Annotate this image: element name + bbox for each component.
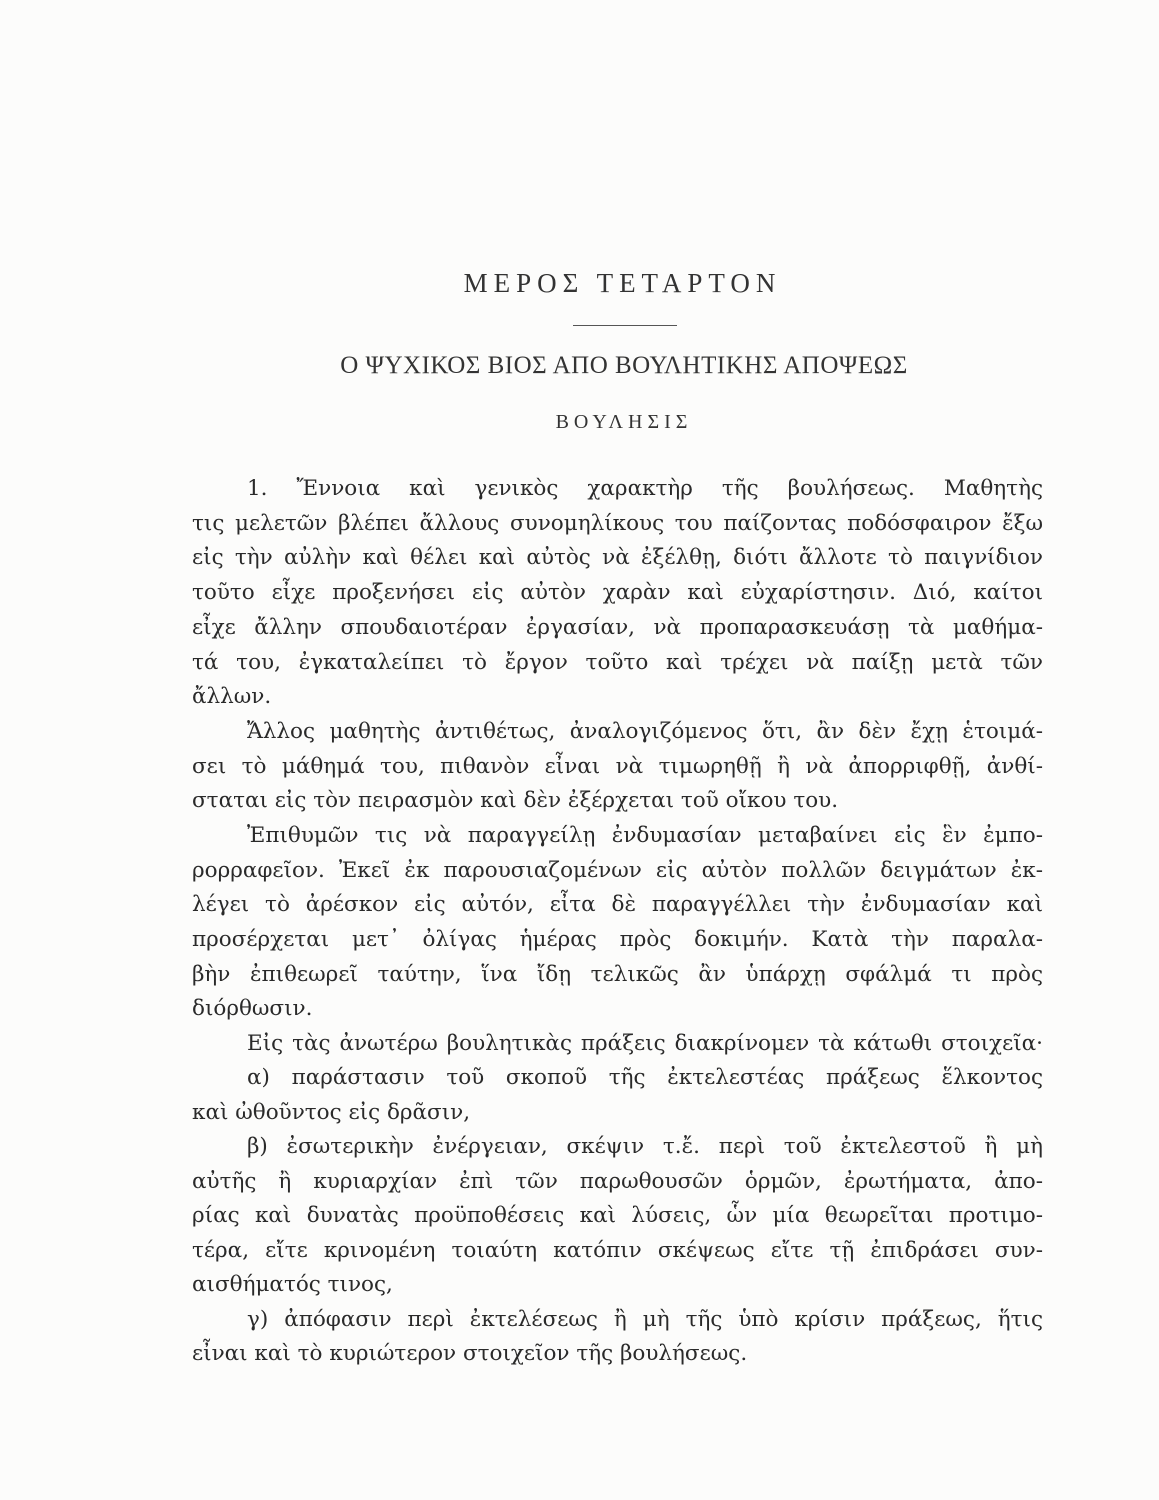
text-line: 1. Ἔννοια καὶ γενικὸς χαρακτὴρ τῆς βουλήσεως. Μαθητὴς	[247, 476, 1043, 501]
text-line: α) παράστασιν τοῦ σκοποῦ τῆς ἐκτελεστέας πράξεως ἕλκοντος	[247, 1065, 1043, 1090]
text-line: σει τὸ μάθημά του, πιθανὸν εἶναι νὰ τιμωρηθῇ ἢ νὰ ἀπορριφθῇ, ἀνθί-	[192, 754, 1043, 779]
text-line: τις μελετῶν βλέπει ἄλλους συνομηλίκους του παίζοντας ποδόσφαιρον ἔξω	[192, 511, 1043, 536]
text-line: Εἰς τὰς ἀνωτέρω βουλητικὰς πράξεις διακρίνομεν τὰ κάτωθι στοιχεῖα·	[247, 1031, 1043, 1056]
text-line: ἄλλων.	[192, 684, 272, 709]
main-title: Ο ΨΥΧΙΚΟΣ ΒΙΟΣ ΑΠΟ ΒΟΥΛΗΤΙΚΗΣ ΑΠΟΨΕΩΣ	[340, 352, 908, 379]
text-line: εἰς τὴν αὐλὴν καὶ θέλει καὶ αὐτὸς νὰ ἐξέλθῃ, διότι ἄλλοτε τὸ παιγνίδιον	[192, 545, 1043, 570]
text-line: αὐτῆς ἢ κυριαρχίαν ἐπὶ τῶν παρωθουσῶν ὁρμῶν, ἐρωτήματα, ἀπο-	[192, 1169, 1043, 1194]
text-line: τοῦτο εἶχε προξενήσει εἰς αὐτὸν χαρὰν καὶ εὐχαρίστησιν. Διό, καίτοι	[192, 580, 1043, 605]
text-line: βὴν ἐπιθεωρεῖ ταύτην, ἵνα ἴδῃ τελικῶς ἂν ὑπάρχῃ σφάλμά τι πρὸς	[192, 962, 1043, 987]
title-divider	[573, 325, 677, 326]
text-line: β) ἐσωτερικὴν ἐνέργειαν, σκέψιν τ.ἔ. περὶ τοῦ ἐκτελεστοῦ ἢ μὴ	[247, 1134, 1043, 1159]
text-line: τέρα, εἴτε κρινομένη τοιαύτη κατόπιν σκέψεως εἴτε τῇ ἐπιδράσει συν-	[192, 1238, 1043, 1263]
text-line: ρορραφεῖον. Ἐκεῖ ἐκ παρουσιαζομένων εἰς αὐτὸν πολλῶν δειγμάτων ἐκ-	[192, 858, 1043, 883]
text-line: Ἄλλος μαθητὴς ἀντιθέτως, ἀναλογιζόμενος ὅτι, ἂν δὲν ἔχῃ ἑτοιμά-	[247, 719, 1043, 744]
text-line: γ) ἀπόφασιν περὶ ἐκτελέσεως ἢ μὴ τῆς ὑπὸ κρίσιν πράξεως, ἥτις	[247, 1307, 1043, 1332]
text-line: προσέρχεται μετ᾽ ὀλίγας ἡμέρας πρὸς δοκιμήν. Κατὰ τὴν παραλα-	[192, 927, 1043, 952]
text-line: καὶ ὠθοῦντος εἰς δρᾶσιν,	[192, 1100, 471, 1125]
part-title: ΜΕΡΟΣ ΤΕΤΑΡΤΟΝ	[463, 268, 782, 298]
section-title: ΒΟΥΛΗΣΙΣ	[555, 411, 693, 433]
text-line: τά του, ἐγκαταλείπει τὸ ἔργον τοῦτο καὶ τρέχει νὰ παίξῃ μετὰ τῶν	[192, 650, 1043, 675]
text-line: σταται εἰς τὸν πειρασμὸν καὶ δὲν ἐξέρχεται τοῦ οἴκου του.	[192, 788, 839, 813]
text-line: λέγει τὸ ἀρέσκον εἰς αὐτόν, εἶτα δὲ παραγγέλλει τὴν ἐνδυμασίαν καὶ	[192, 892, 1043, 917]
text-line: αισθήματός τινος,	[192, 1272, 393, 1297]
text-line: Ἐπιθυμῶν τις νὰ παραγγείλῃ ἐνδυμασίαν μεταβαίνει εἰς ἓν ἐμπο-	[247, 823, 1043, 848]
text-line: εἶχε ἄλλην σπουδαιοτέραν ἐργασίαν, νὰ προπαρασκευάσῃ τὰ μαθήμα-	[192, 615, 1043, 640]
text-line: ρίας καὶ δυνατὰς προϋποθέσεις καὶ λύσεις, ὧν μία θεωρεῖται προτιμο-	[192, 1203, 1043, 1228]
text-line: εἶναι καὶ τὸ κυριώτερον στοιχεῖον τῆς βουλήσεως.	[192, 1341, 748, 1366]
text-line: διόρθωσιν.	[192, 996, 313, 1021]
